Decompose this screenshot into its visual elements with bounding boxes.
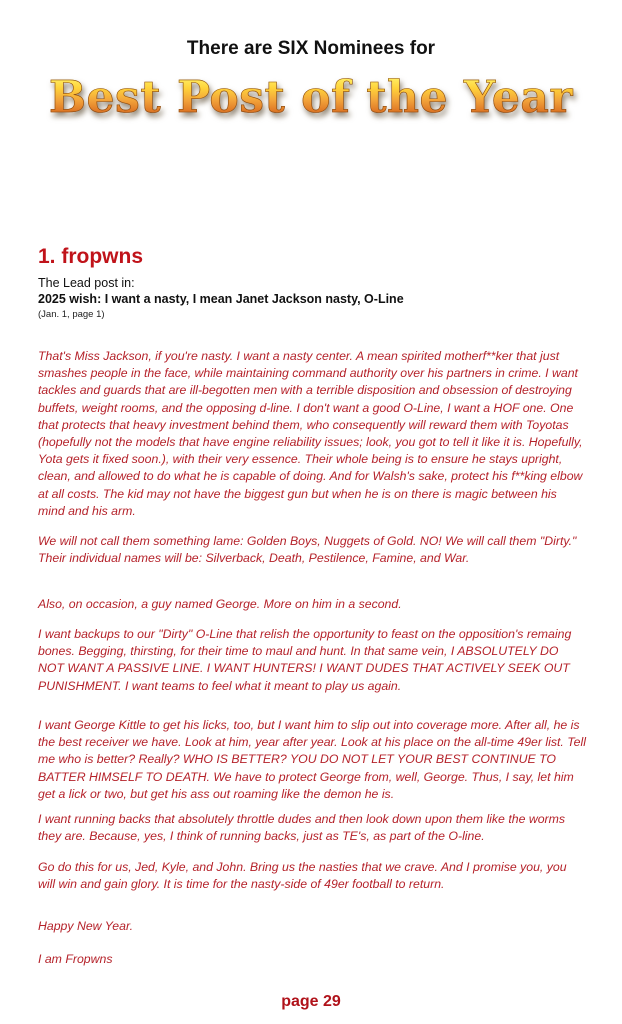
award-banner-text: Best Post of the Year: [48, 72, 574, 123]
post-paragraph: I want backups to our "Dirty" O-Line that relish the opportunity to feast on the opposition's remaing bones. Begging, thirsting, for their time to maul and hunt. In that same vein, I ABSOLUTELY DO NOT WANT A PASSIVE LINE. I WANT HUNTERS! I WANT DUDES THAT ACTIVELY SEEK OUT PUNISHMENT. I want teams to feel what it meant to play us again.: [38, 627, 572, 693]
post-date-reference: (Jan. 1, page 1): [38, 309, 105, 320]
post-signature: I am Fropwns: [38, 952, 113, 966]
intro-heading: There are SIX Nominees for: [186, 38, 436, 59]
nominee-title: 1. fropwns: [38, 245, 144, 268]
post-paragraph: We will not call them something lame: Golden Boys, Nuggets of Gold. NO! We will call them "Dirty." Their individual names will be: Silverback, Death, Pestilence, Famine, and War.: [38, 534, 577, 566]
post-paragraph: Go do this for us, Jed, Kyle, and John. Bring us the nasties that we crave. And I promise you, you will win and gain glory. It is time for the nasty-side of 49er football to return.: [38, 860, 567, 892]
post-paragraph: That's Miss Jackson, if you're nasty. I want a nasty center. A mean spirited motherf**ker that just smashes people in the face, while maintaining command authority over his partners in crime. I want tackles and guards that are ill-begotten men with a terrible disposition and obsession of destroying buffets, weight rooms, and the opposing d-line. I don't want a good O-Line, I want a HOF one. One that protects that heavy investment behind them, who consequently will reward them with Toyotas (hopefully not the models that have engine reliability issues; look, you got to tell it like it is. Hopefully, Yota gets it fixed soon.), with their very essence. Their whole being is to ensure he stays upright, clean, and allowed to do what he is capable of doing. And for Walsh's sake, protect his f**king elbow at all costs. The kid may not have the biggest gun but when he is on there is magic between his mind and his arm.: [38, 349, 583, 518]
award-banner: [0, 72, 622, 123]
post-greeting: Happy New Year.: [38, 919, 134, 933]
page-number: page 29: [281, 993, 341, 1010]
post-paragraph: I want George Kittle to get his licks, too, but I want him to slip out into coverage more. After all, he is the best receiver we have. Look at him, year after year. Look at his place on the all-time 49er list. Tell me who is better? Really? WHO IS BETTER? YOU DO NOT LET YOUR BEST CONTINUE TO BATTER HIMSELF TO DEATH. We have to protect George from, well, George. Thus, I say, let him get a lick or two, but get his ass out roaming like the demon he is.: [38, 718, 586, 801]
post-paragraph: Also, on occasion, a guy named George. More on him in a second.: [38, 597, 402, 611]
post-paragraph: I want running backs that absolutely throttle dudes and then look down upon them like the worms they are. Because, yes, I think of running backs, just as TE's, as part of the O-line.: [38, 812, 566, 844]
lead-post-label: The Lead post in:: [38, 276, 135, 290]
thread-title: 2025 wish: I want a nasty, I mean Janet Jackson nasty, O-Line: [38, 292, 404, 306]
